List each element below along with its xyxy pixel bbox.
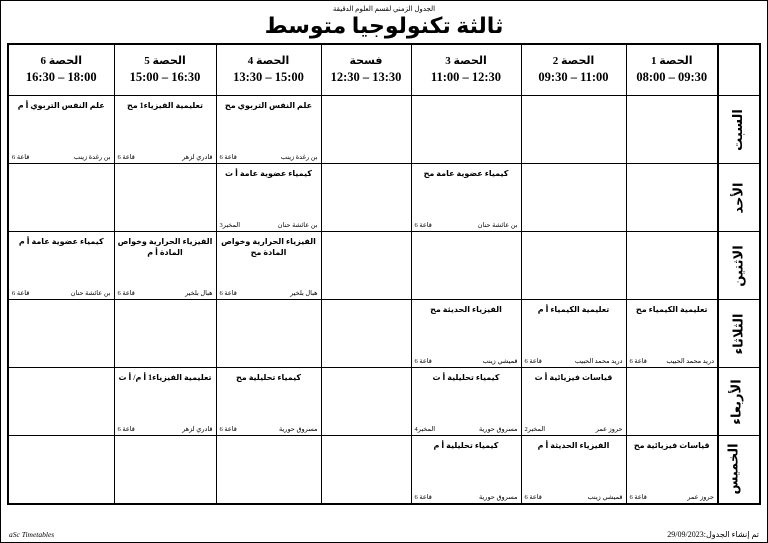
subject-label: [322, 164, 411, 168]
subject-label: [322, 232, 411, 236]
subject-label: [627, 368, 718, 372]
day-row: [8, 436, 760, 504]
lesson-meta: [630, 493, 715, 501]
subject-label: تعليمية الفيزياء1 مح: [126, 101, 204, 111]
period-time: 12:30 – 13:30: [330, 70, 402, 85]
day-row: [8, 368, 760, 436]
subject-label: [322, 368, 411, 372]
creation-date: تم إنشاء الجدول:29/09/2023: [667, 530, 759, 539]
room-label: قاعة 6: [524, 358, 542, 366]
subject-label: تعليمية الكيمياء مح: [635, 305, 708, 315]
teacher-label: بن عائشة حنان: [477, 222, 518, 230]
subject-label: قياسات فيزيائية مح: [633, 441, 710, 451]
period-name: الحصة 5: [144, 55, 186, 67]
period-header-2: [521, 44, 626, 96]
day-row: [8, 232, 760, 300]
subject-label: الفيزياء الحرارية وخواص المادة مح: [221, 237, 316, 258]
subject-label: [115, 300, 216, 304]
room-label: قاعة 6: [629, 358, 647, 366]
subject-label: [115, 164, 216, 168]
subject-label: قياسات فيزيائية أ ت: [534, 373, 613, 383]
asc-timetables-credit: aSc Timetables: [9, 530, 55, 539]
empty-cell: [8, 300, 114, 368]
subject-label: تعليمية الفيزياء1 أ م/ أ ت: [118, 373, 212, 383]
lesson-meta: [118, 425, 213, 433]
empty-cell: [321, 164, 411, 232]
department-note: الجدول الزمني لقسم العلوم الدقيقة: [332, 5, 436, 13]
lesson-cell: [626, 300, 718, 368]
subject-label: علم النفس التربوي أ م: [17, 101, 105, 111]
period-name: الحصة 2: [552, 55, 595, 67]
empty-cell: [8, 436, 114, 504]
day-label-cell: [718, 96, 760, 164]
empty-cell: [411, 232, 521, 300]
teacher-label: دريد محمد الحبيب: [574, 358, 623, 366]
lesson-cell: [8, 232, 114, 300]
teacher-label: بن رغدة زينب: [73, 154, 111, 162]
lesson-meta: [220, 289, 318, 297]
room-label: المخبر4: [414, 426, 436, 434]
lesson-meta: [415, 425, 518, 433]
lesson-meta: [220, 221, 318, 229]
subject-label: [9, 368, 114, 372]
timetable: [7, 43, 761, 505]
teacher-label: بن رغدة زينب: [280, 154, 318, 162]
teacher-label: هبال بلخير: [290, 290, 318, 298]
subject-label: [522, 232, 626, 236]
room-label: قاعة 6: [414, 358, 432, 366]
teacher-label: قادري لزهر: [182, 426, 213, 434]
subject-label: [217, 436, 321, 440]
lesson-cell: [114, 96, 216, 164]
period-header-break: [321, 44, 411, 96]
subject-label: [9, 436, 114, 440]
subject-label: [9, 300, 114, 304]
subject-label: كيمياء تحليلية أ م: [433, 441, 499, 451]
teacher-label: بن عائشة حنان: [70, 290, 111, 298]
lesson-cell: [521, 368, 626, 436]
empty-cell: [626, 164, 718, 232]
teacher-label: هبال بلخير: [185, 290, 213, 298]
teacher-label: مسروق حورية: [479, 426, 518, 434]
room-label: قاعة 6: [12, 154, 30, 162]
period-time: 15:00 – 16:30: [129, 70, 201, 85]
empty-cell: [411, 96, 521, 164]
teacher-label: قميشي زينب: [587, 493, 623, 501]
empty-cell: [626, 96, 718, 164]
day-label-cell: [718, 232, 760, 300]
subject-label: [115, 436, 216, 440]
lesson-cell: [411, 300, 521, 368]
day-row: [8, 96, 760, 164]
subject-label: كيمياء تحليلية أ ت: [432, 373, 500, 383]
teacher-label: حروز عمر: [687, 493, 714, 501]
lesson-meta: [415, 493, 518, 501]
day-label: الخميس: [725, 443, 741, 495]
empty-cell: [321, 436, 411, 504]
lesson-cell: [216, 368, 321, 436]
teacher-label: مسروق حورية: [279, 426, 318, 434]
period-time: 09:30 – 11:00: [538, 70, 609, 85]
room-label: قاعة 6: [117, 426, 135, 434]
empty-cell: [321, 300, 411, 368]
header-row: [8, 44, 760, 96]
subject-label: [322, 300, 411, 304]
subject-label: كيمياء عضوية عامة أ م: [18, 237, 104, 247]
period-name: الحصة 3: [445, 55, 487, 67]
empty-cell: [114, 300, 216, 368]
room-label: المخبر3: [219, 222, 241, 230]
period-time: 16:30 – 18:00: [25, 70, 97, 85]
subject-label: [322, 96, 411, 100]
room-label: قاعة 6: [117, 290, 135, 298]
subject-label: الفيزياء الحديثة أ م: [537, 441, 610, 451]
empty-cell: [521, 164, 626, 232]
empty-cell: [114, 436, 216, 504]
subject-label: [627, 96, 718, 100]
day-label-cell: [718, 164, 760, 232]
room-label: قاعة 6: [414, 222, 432, 230]
subject-label: تعليمية الكيمياء أ م: [537, 305, 610, 315]
lesson-cell: [626, 436, 718, 504]
subject-label: كيمياء عضوية عامة أ ت: [225, 169, 312, 179]
subject-label: [522, 164, 626, 168]
empty-cell: [216, 300, 321, 368]
period-header-5: [114, 44, 216, 96]
lesson-cell: [114, 368, 216, 436]
empty-cell: [321, 368, 411, 436]
room-label: قاعة 6: [219, 154, 237, 162]
empty-cell: [114, 164, 216, 232]
subject-label: [9, 164, 114, 168]
subject-label: [627, 232, 718, 236]
timetable-body: [8, 96, 760, 504]
lesson-meta: [118, 153, 213, 161]
lesson-meta: [415, 357, 518, 365]
teacher-label: دريد محمد الحبيب: [666, 358, 714, 366]
teacher-label: مسروق حورية: [479, 493, 518, 501]
room-label: قاعة 6: [629, 493, 647, 501]
page-footer: [9, 530, 759, 539]
empty-cell: [626, 232, 718, 300]
lesson-meta: [415, 221, 518, 229]
period-name: فسحة: [349, 55, 383, 67]
lesson-cell: [216, 164, 321, 232]
teacher-label: بن عائشة حنان: [277, 222, 318, 230]
subject-label: [522, 96, 626, 100]
period-header-1: [626, 44, 718, 96]
period-name: الحصة 1: [650, 55, 693, 67]
period-time: 11:00 – 12:30: [430, 70, 502, 85]
empty-cell: [321, 96, 411, 164]
subject-label: [627, 164, 718, 168]
room-label: قاعة 6: [12, 290, 30, 298]
day-label: الاثنين: [730, 244, 746, 287]
lesson-cell: [411, 368, 521, 436]
room-label: المخبر2: [524, 426, 546, 434]
period-time: 13:30 – 15:00: [233, 70, 304, 85]
empty-cell: [521, 232, 626, 300]
subject-label: [412, 232, 521, 236]
lesson-meta: [12, 289, 111, 297]
lesson-meta: [525, 425, 623, 433]
lesson-meta: [118, 289, 213, 297]
room-label: قاعة 6: [117, 154, 135, 162]
period-header-4: [216, 44, 321, 96]
lesson-meta: [630, 357, 715, 365]
day-label: الأحد: [730, 182, 746, 214]
lesson-cell: [521, 436, 626, 504]
lesson-cell: [114, 232, 216, 300]
lesson-cell: [216, 96, 321, 164]
period-header-6: [8, 44, 114, 96]
room-label: قاعة 6: [219, 290, 237, 298]
day-label-cell: [718, 436, 760, 504]
page-title: ثالثة تكنولوجيا متوسط: [264, 13, 504, 39]
subject-label: كيمياء عضوية عامة مح: [423, 169, 509, 179]
day-row: [8, 300, 760, 368]
subject-label: [217, 300, 321, 304]
lesson-meta: [220, 153, 318, 161]
lesson-meta: [525, 493, 623, 501]
day-label: السبت: [730, 108, 746, 151]
lesson-meta: [525, 357, 623, 365]
day-row: [8, 164, 760, 232]
lesson-cell: [216, 232, 321, 300]
subject-label: الفيزياء الحرارية وخواص المادة أ م: [117, 237, 213, 258]
room-label: قاعة 6: [219, 426, 237, 434]
subject-label: [412, 96, 521, 100]
day-label: الثلاثاء: [730, 313, 746, 355]
period-name: الحصة 4: [247, 55, 290, 67]
empty-cell: [626, 368, 718, 436]
lesson-meta: [220, 425, 318, 433]
lesson-cell: [521, 300, 626, 368]
day-label-cell: [718, 368, 760, 436]
day-label: الأربعاء: [728, 378, 744, 425]
empty-cell: [321, 232, 411, 300]
room-label: قاعة 6: [414, 493, 432, 501]
lesson-cell: [8, 96, 114, 164]
timetable-header: [8, 44, 760, 96]
corner-cell: [718, 44, 760, 96]
lesson-meta: [12, 153, 111, 161]
subject-label: [322, 436, 411, 440]
day-label-cell: [718, 300, 760, 368]
subject-label: علم النفس التربوي مح: [224, 101, 313, 111]
empty-cell: [8, 368, 114, 436]
empty-cell: [8, 164, 114, 232]
subject-label: كيمياء تحليلية مح: [235, 373, 302, 383]
teacher-label: قميشي زينب: [482, 358, 518, 366]
lesson-cell: [411, 164, 521, 232]
period-time: 08:00 – 09:30: [636, 70, 708, 85]
empty-cell: [216, 436, 321, 504]
room-label: قاعة 6: [524, 493, 542, 501]
period-name: الحصة 6: [40, 55, 83, 67]
empty-cell: [521, 96, 626, 164]
teacher-label: حروز عمر: [595, 426, 623, 434]
teacher-label: قادري لزهر: [182, 154, 213, 162]
period-header-3: [411, 44, 521, 96]
lesson-cell: [411, 436, 521, 504]
subject-label: الفيزياء الحديثة مح: [430, 305, 502, 315]
